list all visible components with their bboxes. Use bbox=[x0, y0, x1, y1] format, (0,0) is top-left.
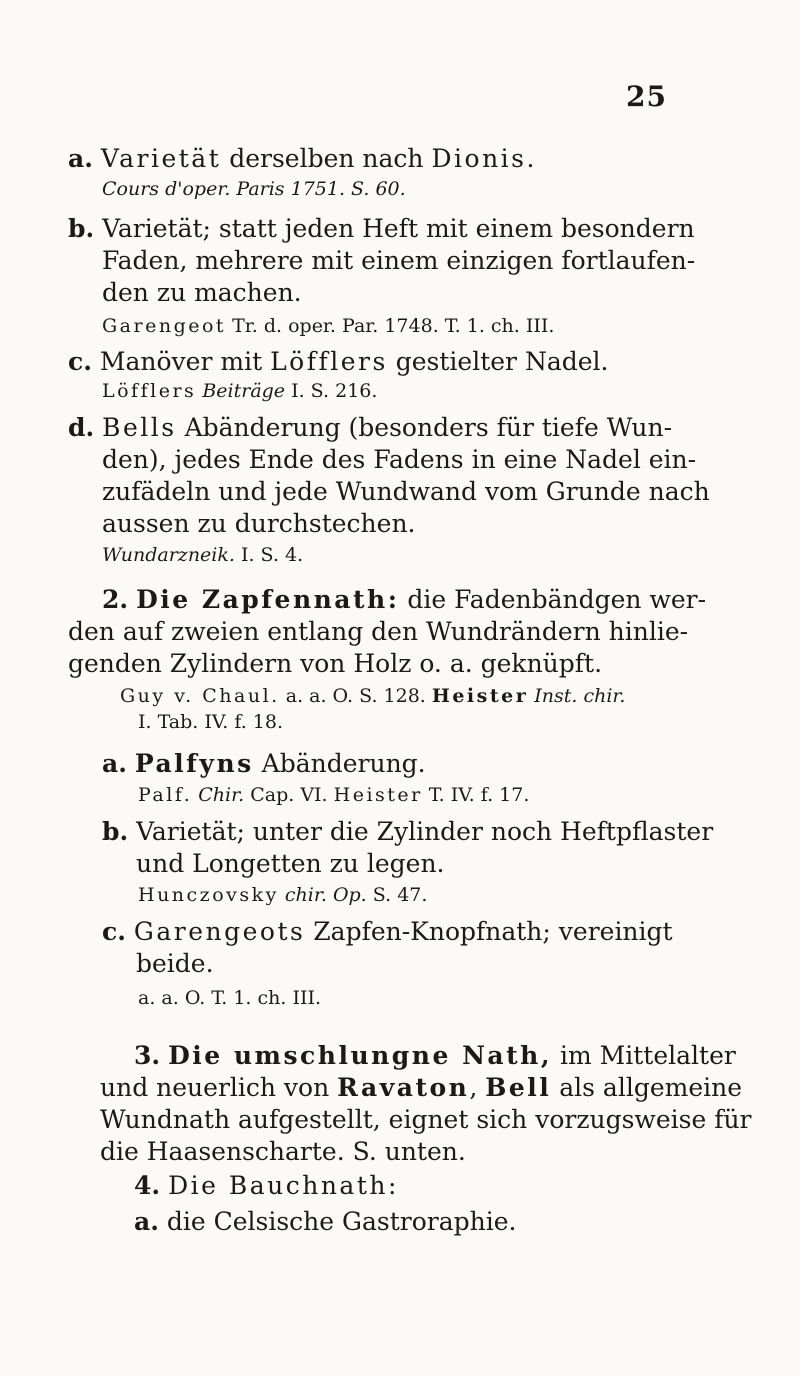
entry-a-palfyns: a. Palfyns Abänderung. bbox=[102, 749, 426, 778]
entry-c-manoever: c. Manöver mit Löfflers gestielter Nadel. bbox=[68, 347, 609, 376]
reference: a. a. O. T. 1. ch. III. bbox=[138, 987, 321, 1009]
reference: Garengeot Tr. d. oper. Par. 1748. T. 1. ch. III. bbox=[102, 315, 555, 337]
page-number: 25 bbox=[626, 80, 667, 113]
reference: Guy v. Chaul. a. a. O. S. 128. Heister Inst. chir. I. Tab. IV. f. 18. bbox=[120, 685, 626, 733]
entry-3-umschlungne-nath: 3. Die umschlungne Nath, im Mittelalter bbox=[134, 1041, 736, 1070]
entry-3-continued: und neuerlich von Ravaton, Bell als allgemeine Wundnath aufgestellt, eignet sich vorzugsweise für die Haasenscharte. S. unten. bbox=[100, 1073, 752, 1166]
reference: Cours d'oper. Paris 1751. S. 60. bbox=[102, 178, 406, 200]
entry-b-varietaet: b. Varietät; statt jeden Heft mit einem besondern Faden, mehrere mit einem einzigen fortlaufen- den zu machen. bbox=[68, 214, 696, 307]
entry-d-bells: d. Bells Abänderung (besonders für tiefe Wun- den), jedes Ende des Fadens in eine Nadel ein- zufädeln und jede Wundwand vom Grunde nach aussen zu durchstechen. bbox=[68, 413, 710, 538]
reference: Wundarzneik. I. S. 4. bbox=[102, 544, 304, 566]
entry-a-celsische: a. die Celsische Gastroraphie. bbox=[134, 1207, 517, 1236]
entry-2-zapfennath: 2. Die Zapfennath: die Fadenbändgen wer- den auf zweien entlang den Wundrändern hinlie- genden Zylindern von Holz o. a. geknüpft. bbox=[68, 585, 707, 678]
reference: Löfflers Beiträge I. S. 216. bbox=[102, 380, 378, 402]
reference: Palf. Chir. Cap. VI. Heister T. IV. f. 17. bbox=[138, 784, 530, 806]
entry-c-garengeots: c. Garengeots Zapfen-Knopfnath; vereinigt beide. bbox=[102, 917, 673, 978]
reference: Hunczovsky chir. Op. S. 47. bbox=[138, 884, 428, 906]
entry-b-zylinder: b. Varietät; unter die Zylinder noch Heftpflaster und Longetten zu legen. bbox=[102, 817, 714, 878]
entry-a-dionis: a. Varietät derselben nach Dionis. bbox=[68, 144, 537, 173]
entry-4-bauchnath: 4. Die Bauchnath: bbox=[134, 1171, 399, 1200]
